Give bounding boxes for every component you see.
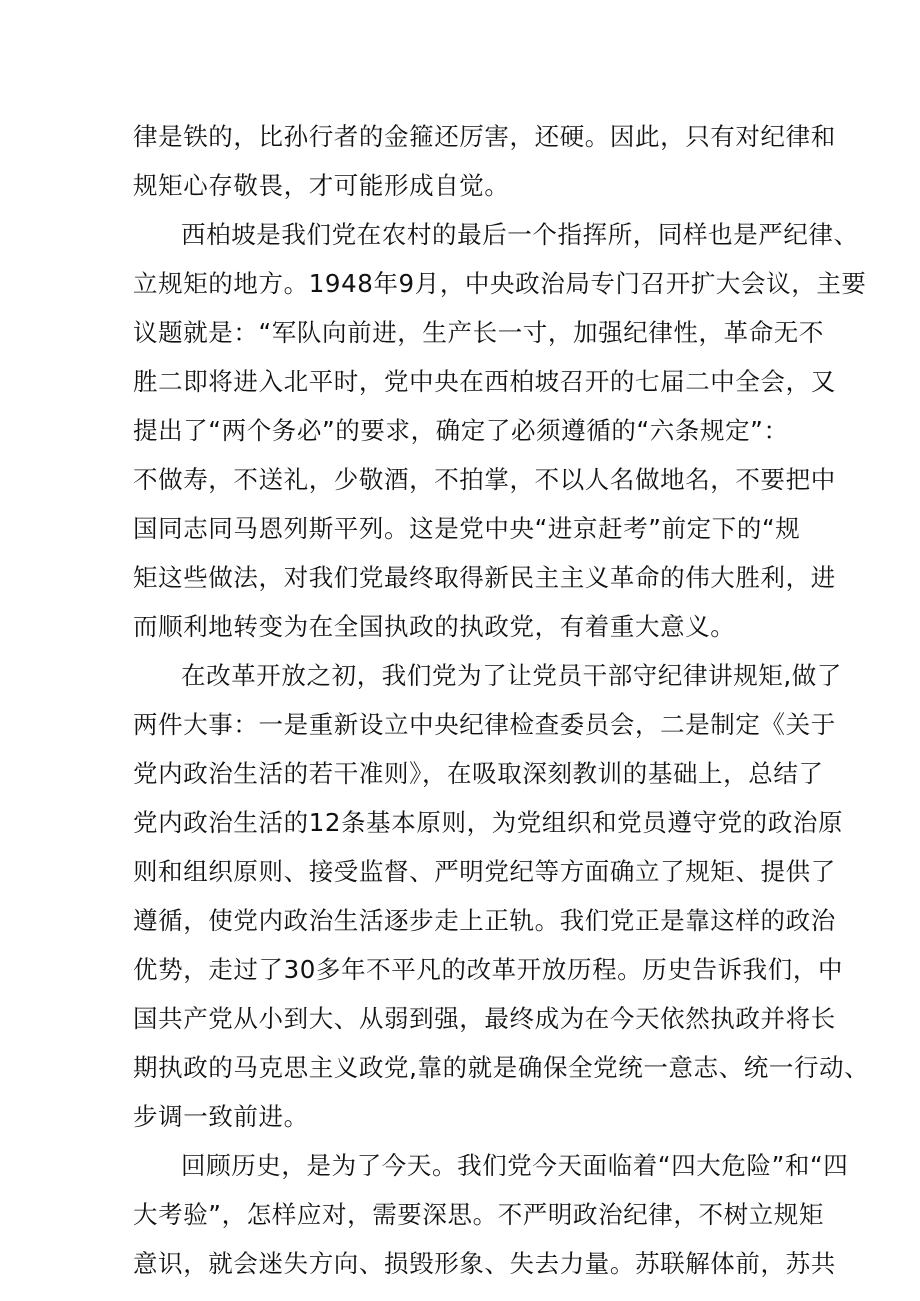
paragraph-line: 党内政治生活的若干准则》，在吸取深刻教训的基础上，总结了 bbox=[133, 759, 824, 788]
paragraph-line: 规矩心存敬畏，才可能形成自觉。 bbox=[133, 171, 510, 200]
document-body bbox=[133, 112, 870, 1288]
paragraph-line: 西柏坡是我们党在农村的最后一个指挥所，同样也是严纪律、 bbox=[181, 220, 859, 249]
paragraph-line: 步调一致前进。 bbox=[133, 1102, 309, 1131]
paragraph-line: 矩这些做法，对我们党最终取得新民主主义革命的伟大胜利，进 bbox=[133, 563, 836, 592]
paragraph-line: 国同志同马恩列斯平列。这是党中央“进京赶考”前定下的“规 bbox=[133, 514, 801, 543]
paragraph-line: 立规矩的地方。1948年9月，中央政治局专门召开扩大会议，主要 bbox=[133, 269, 867, 298]
paragraph bbox=[133, 651, 870, 1141]
paragraph-line: 胜二即将进入北平时，党中央在西柏坡召开的七届二中全会，又 bbox=[133, 367, 836, 396]
paragraph bbox=[133, 210, 867, 651]
paragraph-line: 提出了“两个务必”的要求，确定了必须遵循的“六条规定”： bbox=[133, 416, 789, 445]
paragraph-line: 回顾历史，是为了今天。我们党今天面临着“四大危险”和“四 bbox=[181, 1151, 849, 1180]
paragraph-line: 律是铁的，比孙行者的金箍还厉害，还硬。因此，只有对纪律和 bbox=[133, 122, 836, 151]
paragraph-line: 则和组织原则、接受监督、严明党纪等方面确立了规矩、提供了 bbox=[133, 857, 836, 886]
paragraph-line: 优势，走过了30多年不平凡的改革开放历程。历史告诉我们，中 bbox=[133, 955, 844, 984]
paragraph-line: 而顺利地转变为在全国执政的执政党，有着重大意义。 bbox=[133, 612, 736, 641]
paragraph-line: 不做寿，不送礼，少敬酒，不拍掌，不以人名做地名，不要把中 bbox=[133, 465, 836, 494]
paragraph bbox=[133, 1141, 849, 1288]
paragraph-line: 大考验”，怎样应对，需要深思。不严明政治纪律，不树立规矩 bbox=[133, 1200, 824, 1229]
paragraph-line: 两件大事：一是重新设立中央纪律检查委员会，二是制定《关于 bbox=[133, 710, 836, 739]
paragraph-line: 遵循，使党内政治生活逐步走上正轨。我们党正是靠这样的政治 bbox=[133, 906, 836, 935]
paragraph-line: 期执政的马克思主义政党,靠的就是确保全党统一意志、统一行动、 bbox=[133, 1053, 870, 1082]
paragraph-line: 意识，就会迷失方向、损毁形象、失去力量。苏联解体前，苏共 bbox=[133, 1249, 836, 1278]
paragraph-line: 国共产党从小到大、从弱到强，最终成为在今天依然执政并将长 bbox=[133, 1004, 836, 1033]
paragraph-line: 议题就是：“军队向前进，生产长一寸，加强纪律性，革命无不 bbox=[133, 318, 824, 347]
paragraph-line: 党内政治生活的12条基本原则，为党组织和党员遵守党的政治原 bbox=[133, 808, 844, 837]
paragraph-line: 在改革开放之初，我们党为了让党员干部守纪律讲规矩,做了 bbox=[181, 661, 842, 690]
paragraph bbox=[133, 112, 836, 210]
